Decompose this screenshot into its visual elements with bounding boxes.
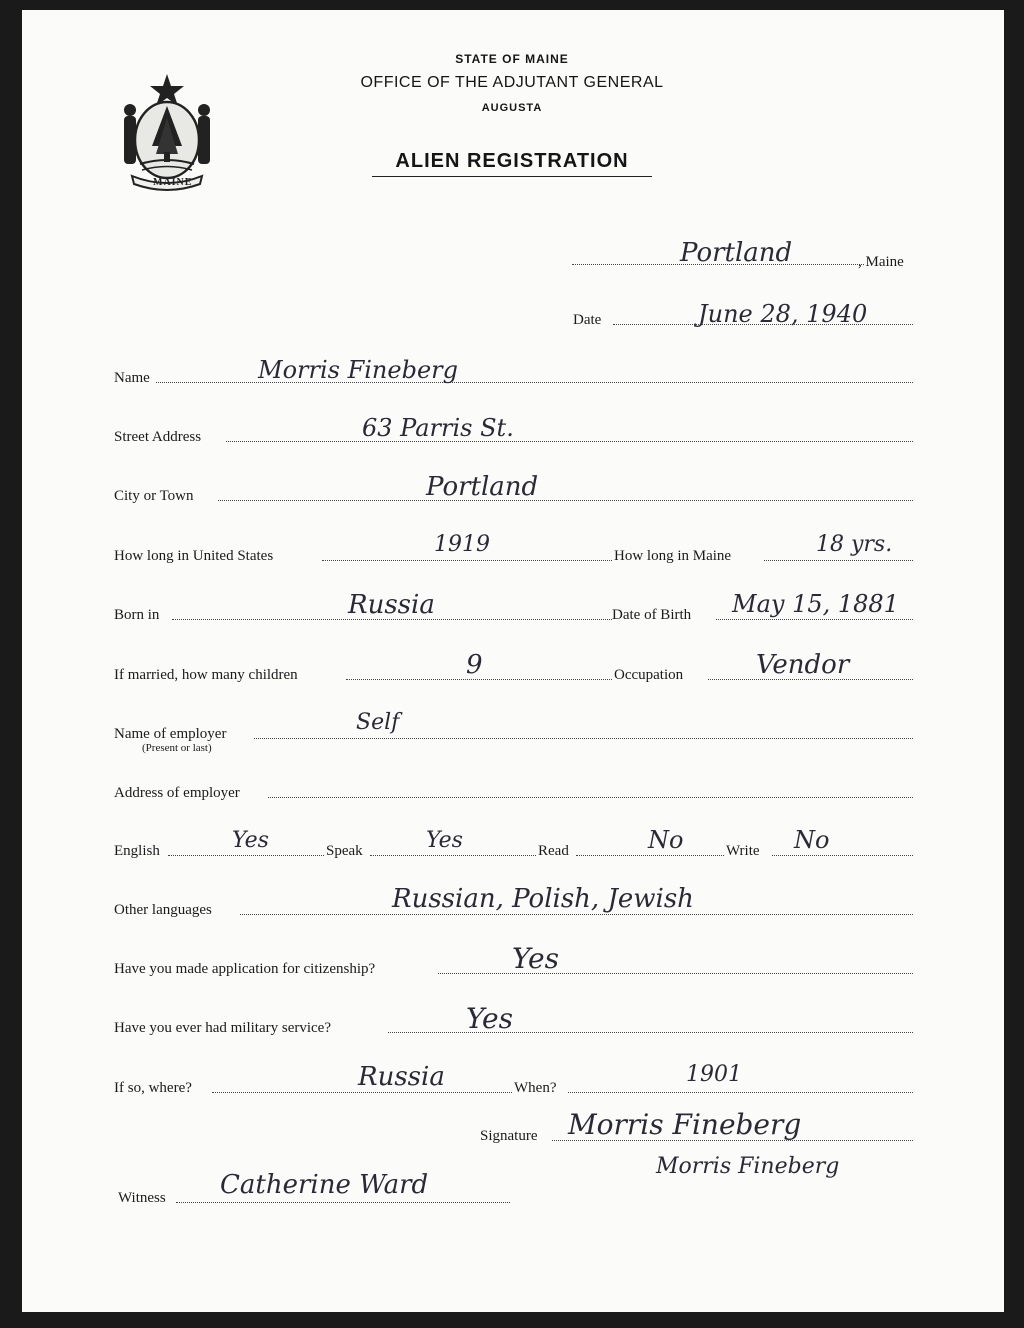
- state-heading: STATE OF MAINE: [455, 52, 569, 66]
- us-duration-label: How long in United States: [114, 548, 274, 564]
- birth-date-value: May 15, 1881: [732, 590, 899, 618]
- date-value: June 28, 1940: [698, 300, 868, 328]
- maine-duration-label: How long in Maine: [614, 548, 732, 564]
- name-value: Morris Fineberg: [258, 356, 458, 384]
- employer-sublabel: (Present or last): [142, 742, 212, 754]
- birth-date-line: [716, 619, 913, 620]
- speak-line: [370, 855, 536, 856]
- birth-date-label: Date of Birth: [612, 607, 692, 623]
- place-suffix: , Maine: [858, 254, 904, 270]
- name-label: Name: [114, 370, 150, 386]
- title-underline: [372, 176, 652, 177]
- write-value: No: [794, 826, 830, 854]
- other-languages-value: Russian, Polish, Jewish: [392, 884, 694, 914]
- english-value: Yes: [232, 828, 269, 853]
- employer-line: [254, 738, 913, 739]
- signature-printed-name: Morris Fineberg: [656, 1154, 840, 1179]
- other-languages-line: [240, 914, 913, 915]
- citizenship-value: Yes: [512, 942, 559, 975]
- maine-duration-line: [764, 560, 913, 561]
- form-title: ALIEN REGISTRATION: [395, 150, 629, 172]
- signature-label: Signature: [480, 1128, 538, 1144]
- witness-line: [176, 1202, 510, 1203]
- when-value: 1901: [686, 1062, 742, 1087]
- where-value: Russia: [358, 1062, 445, 1092]
- other-languages-label: Other languages: [114, 902, 212, 918]
- signature-value: Morris Fineberg: [568, 1108, 802, 1141]
- seal-banner-text: MAINE: [153, 177, 193, 188]
- us-duration-line: [322, 560, 612, 561]
- place-value: Portland: [680, 238, 793, 268]
- speak-label: Speak: [326, 843, 363, 859]
- read-label: Read: [538, 843, 569, 859]
- street-value: 63 Parris St.: [362, 414, 514, 442]
- read-line: [576, 855, 724, 856]
- where-line: [212, 1092, 512, 1093]
- read-value: No: [648, 826, 684, 854]
- employer-address-line: [268, 797, 913, 798]
- street-line: [226, 441, 913, 442]
- city-line: [218, 500, 913, 501]
- citizenship-line: [438, 973, 913, 974]
- write-label: Write: [726, 843, 760, 859]
- occupation-value: Vendor: [756, 650, 850, 680]
- registration-form: [22, 10, 1004, 1312]
- military-value: Yes: [466, 1002, 513, 1035]
- children-value: 9: [466, 650, 483, 680]
- children-label: If married, how many children: [114, 667, 298, 683]
- speak-value: Yes: [426, 828, 463, 853]
- city-value: Portland: [426, 472, 539, 502]
- us-duration-value: 1919: [434, 532, 490, 557]
- employer-address-label: Address of employer: [114, 785, 240, 801]
- city-label: City or Town: [114, 488, 194, 504]
- street-label: Street Address: [114, 429, 202, 445]
- employer-value: Self: [356, 710, 400, 735]
- witness-label: Witness: [118, 1190, 166, 1206]
- military-label: Have you ever had military service?: [114, 1020, 331, 1036]
- witness-value: Catherine Ward: [220, 1170, 429, 1200]
- when-line: [568, 1092, 913, 1093]
- born-in-value: Russia: [348, 590, 435, 620]
- english-label: English: [114, 843, 160, 859]
- city-heading: AUGUSTA: [481, 102, 543, 114]
- maine-duration-value: 18 yrs.: [816, 532, 893, 557]
- date-label: Date: [573, 312, 602, 328]
- occupation-label: Occupation: [614, 667, 684, 683]
- english-line: [168, 855, 324, 856]
- employer-label: Name of employer: [114, 726, 227, 742]
- born-in-label: Born in: [114, 607, 160, 623]
- citizenship-label: Have you made application for citizenship?: [114, 961, 376, 977]
- where-label: If so, where?: [114, 1080, 192, 1096]
- when-label: When?: [514, 1080, 557, 1096]
- write-line: [772, 855, 913, 856]
- office-heading: OFFICE OF THE ADJUTANT GENERAL: [360, 74, 664, 91]
